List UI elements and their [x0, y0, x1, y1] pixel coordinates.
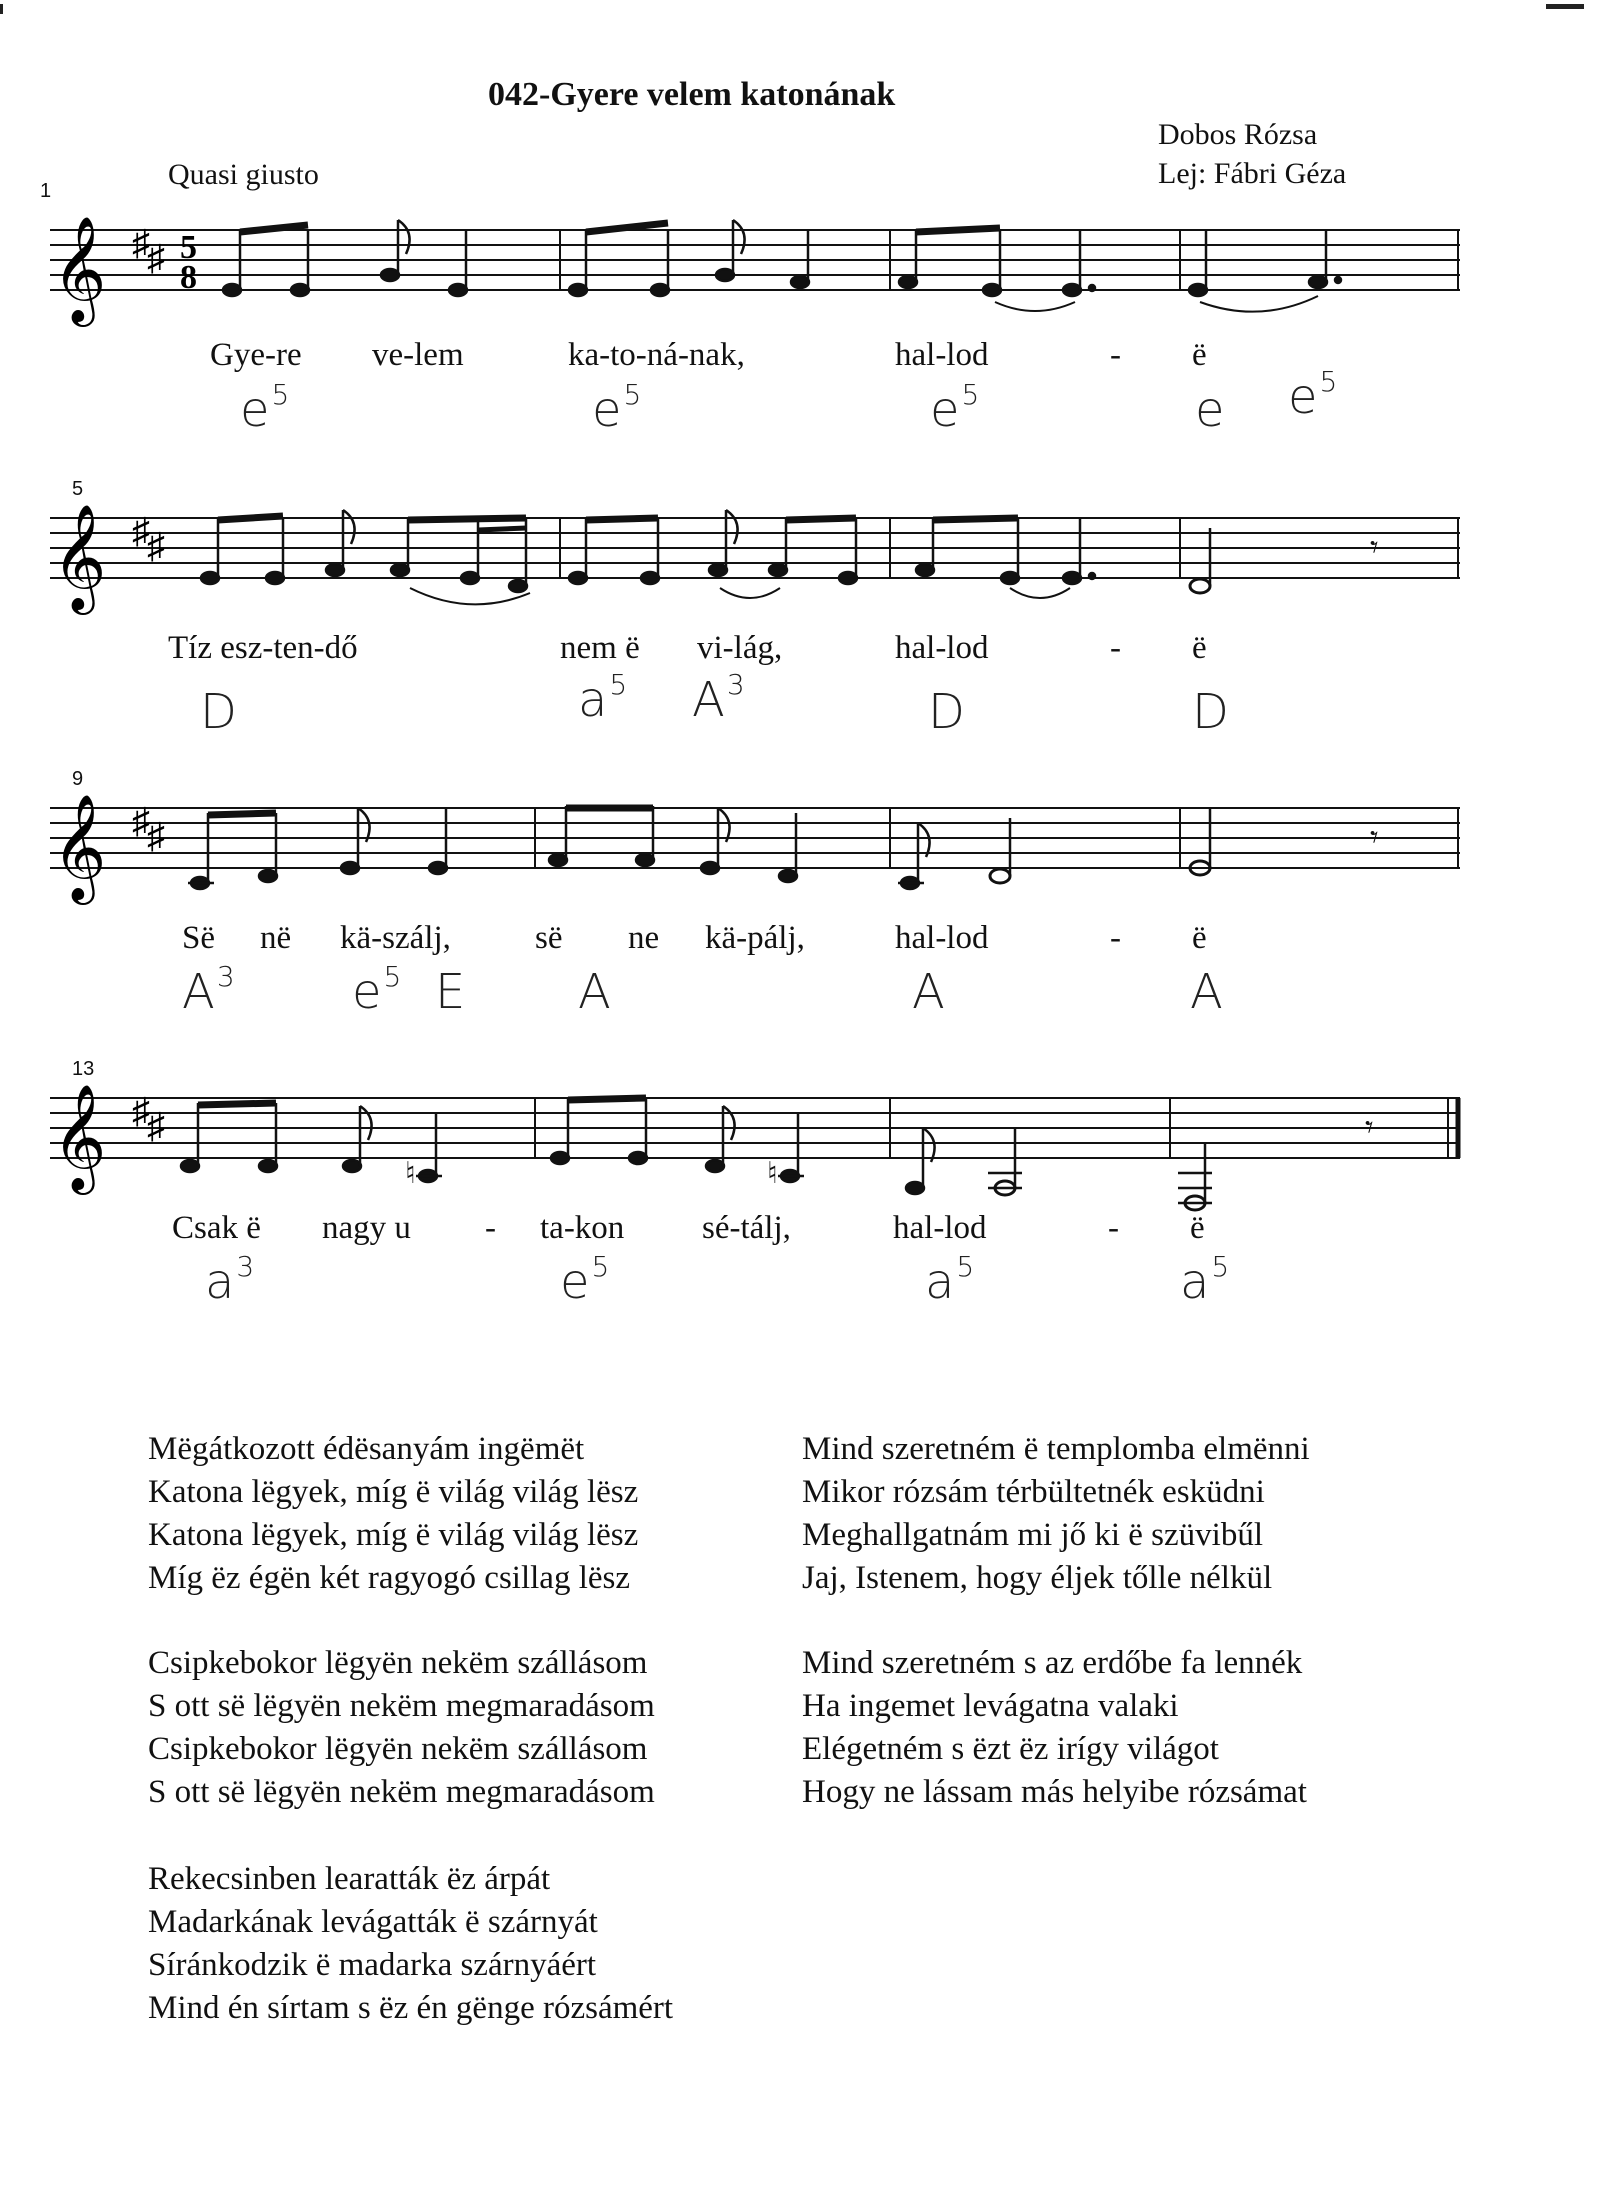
lyric: kä-pálj,: [705, 920, 805, 956]
chord-symbol: A: [578, 964, 611, 1020]
lyric: -: [1110, 337, 1121, 373]
chord-symbol: A: [1190, 964, 1223, 1020]
chord-symbol: $a^5$: [578, 668, 628, 728]
chord-symbol: $A^3$: [182, 960, 235, 1020]
chord-symbol: e: [1195, 382, 1225, 438]
lyric: ta-kon: [540, 1210, 625, 1246]
verse-line: Csipkebokor lëgyën nekëm szállásom: [148, 1645, 648, 1681]
tempo-marking: Quasi giusto: [168, 158, 319, 191]
verse-stanza-5: [802, 1642, 1307, 1814]
lyric: nagy u: [322, 1210, 411, 1246]
verse-line: Síránkodzik ë madarka szárnyáért: [148, 1947, 597, 1983]
measure-number: 9: [72, 768, 84, 790]
chord-symbol: $e^5$: [1288, 365, 1338, 425]
verse-stanza-3: [148, 1858, 673, 2030]
staff-system-1: [0, 190, 1597, 340]
chord-symbol: D: [928, 684, 965, 740]
verse-line: S ott së lëgyën nekëm megmaradásom: [148, 1688, 655, 1724]
lyric: së: [535, 920, 563, 956]
svg-text:♯: ♯: [132, 511, 150, 551]
chord-symbol: $e^5$: [240, 378, 290, 438]
measure-number: 5: [72, 478, 84, 500]
svg-text:𝄾: 𝄾: [1370, 529, 1379, 565]
verse-line: S ott së lëgyën nekëm megmaradásom: [148, 1774, 655, 1810]
verse-line: Jaj, Istenem, hogy éljek tőlle nélkül: [802, 1560, 1273, 1596]
chord-symbol: $a^5$: [925, 1250, 975, 1310]
svg-text:5: 5: [180, 229, 197, 266]
lyric: ne: [628, 920, 660, 956]
measure-number: 13: [72, 1058, 95, 1080]
svg-text:♮: ♮: [767, 1157, 778, 1190]
lyric: Së: [182, 920, 215, 956]
svg-text:♮: ♮: [405, 1157, 416, 1190]
chord-symbol: $a^5$: [1180, 1250, 1230, 1310]
verse-stanza-4: [802, 1428, 1310, 1600]
chord-symbol: $e^5$: [930, 378, 980, 438]
chord-symbol: $e^5$: [352, 960, 402, 1020]
chord-symbol: $A^3$: [692, 668, 745, 728]
svg-text:♯: ♯: [132, 223, 150, 263]
verse-line: Katona lëgyek, míg ë világ világ lësz: [148, 1517, 639, 1553]
lyric: ë: [1192, 337, 1207, 373]
lyric: hal-lod: [895, 337, 989, 373]
lyric: në: [260, 920, 292, 956]
verse-line: Ha ingemet levágatna valaki: [802, 1688, 1179, 1724]
lyric: hal-lod: [893, 1210, 987, 1246]
lyric: sé-tálj,: [702, 1210, 791, 1246]
composer: Dobos Rózsa: [1158, 118, 1318, 151]
lyric: Tíz esz-ten-dő: [168, 630, 358, 666]
measure-number: 1: [40, 180, 52, 202]
svg-text:♯: ♯: [132, 1091, 150, 1131]
staff-system-4: [0, 1058, 1597, 1228]
verse-line: Meghallgatnám mi jő ki ë szüvibűl: [802, 1517, 1264, 1553]
verse-line: Mikor rózsám térbültetnék esküdni: [802, 1474, 1265, 1510]
lyric: -: [1110, 920, 1121, 956]
svg-text:8: 8: [180, 259, 197, 296]
verse-line: Rekecsinben learatták ëz árpát: [148, 1861, 551, 1897]
lyric: nem ë: [560, 630, 640, 666]
chord-symbol: D: [200, 684, 237, 740]
chord-symbol: $e^5$: [560, 1250, 610, 1310]
lyric: kä-szálj,: [340, 920, 451, 956]
lyric: -: [1110, 630, 1121, 666]
verse-line: Hogy ne lássam más helyibe rózsámat: [802, 1774, 1307, 1810]
chord-symbol: A: [912, 964, 945, 1020]
lyric: hal-lod: [895, 920, 989, 956]
song-title: 042-Gyere velem katonának: [488, 76, 896, 113]
lyric: vi-lág,: [697, 630, 783, 666]
lyric: ë: [1192, 630, 1207, 666]
lyric: ka-to-ná-nak,: [568, 337, 745, 373]
svg-text:𝄾: 𝄾: [1370, 819, 1379, 855]
verse-line: Katona lëgyek, míg ë világ világ lësz: [148, 1474, 639, 1510]
staff-system-2: [0, 478, 1597, 628]
svg-text:𝄞: 𝄞: [52, 793, 107, 900]
svg-text:♯: ♯: [132, 801, 150, 841]
staff-system-3: [0, 768, 1597, 918]
chord-symbol: D: [1192, 684, 1229, 740]
lyric: ve-lem: [372, 337, 464, 373]
verse-line: Mind szeretném s az erdőbe fa lennék: [802, 1645, 1303, 1681]
verse-line: Elégetném s ëzt ëz irígy világot: [802, 1731, 1219, 1767]
lyric: hal-lod: [895, 630, 989, 666]
scan-edge-mark: [1546, 4, 1584, 9]
svg-text:♯: ♯: [147, 816, 165, 856]
chord-symbol: E: [435, 964, 466, 1020]
verse-line: Míg ëz égën két ragyogó csillag lësz: [148, 1560, 630, 1596]
svg-text:♯: ♯: [147, 1106, 165, 1146]
chord-symbol: $a^3$: [205, 1250, 255, 1310]
verse-line: Mind szeretném ë templomba elmënni: [802, 1431, 1310, 1467]
scan-edge-mark: [0, 4, 3, 14]
lyric: ë: [1190, 1210, 1205, 1246]
lyric: -: [1108, 1210, 1119, 1246]
chord-symbol: $e^5$: [592, 378, 642, 438]
lyric: -: [485, 1210, 496, 1246]
lyric: Gye-re: [210, 337, 302, 373]
svg-text:𝄞: 𝄞: [52, 503, 107, 610]
svg-text:♯: ♯: [147, 526, 165, 566]
svg-text:𝄾: 𝄾: [1365, 1109, 1374, 1145]
verse-line: Mëgátkozott édësanyám ingëmët: [148, 1431, 585, 1467]
svg-text:𝄞: 𝄞: [52, 1083, 107, 1190]
lyricist: Lej: Fábri Géza: [1158, 157, 1347, 190]
verse-stanza-2: [148, 1642, 655, 1814]
svg-text:♯: ♯: [147, 238, 165, 278]
verse-stanza-1: [148, 1428, 638, 1600]
svg-text:𝄞: 𝄞: [52, 215, 107, 322]
verse-line: Madarkának levágatták ë szárnyát: [148, 1904, 598, 1940]
lyric: ë: [1192, 920, 1207, 956]
verse-line: Mind én sírtam s ëz én gënge rózsámért: [148, 1990, 674, 2026]
verse-line: Csipkebokor lëgyën nekëm szállásom: [148, 1731, 648, 1767]
lyric: Csak ë: [172, 1210, 261, 1246]
